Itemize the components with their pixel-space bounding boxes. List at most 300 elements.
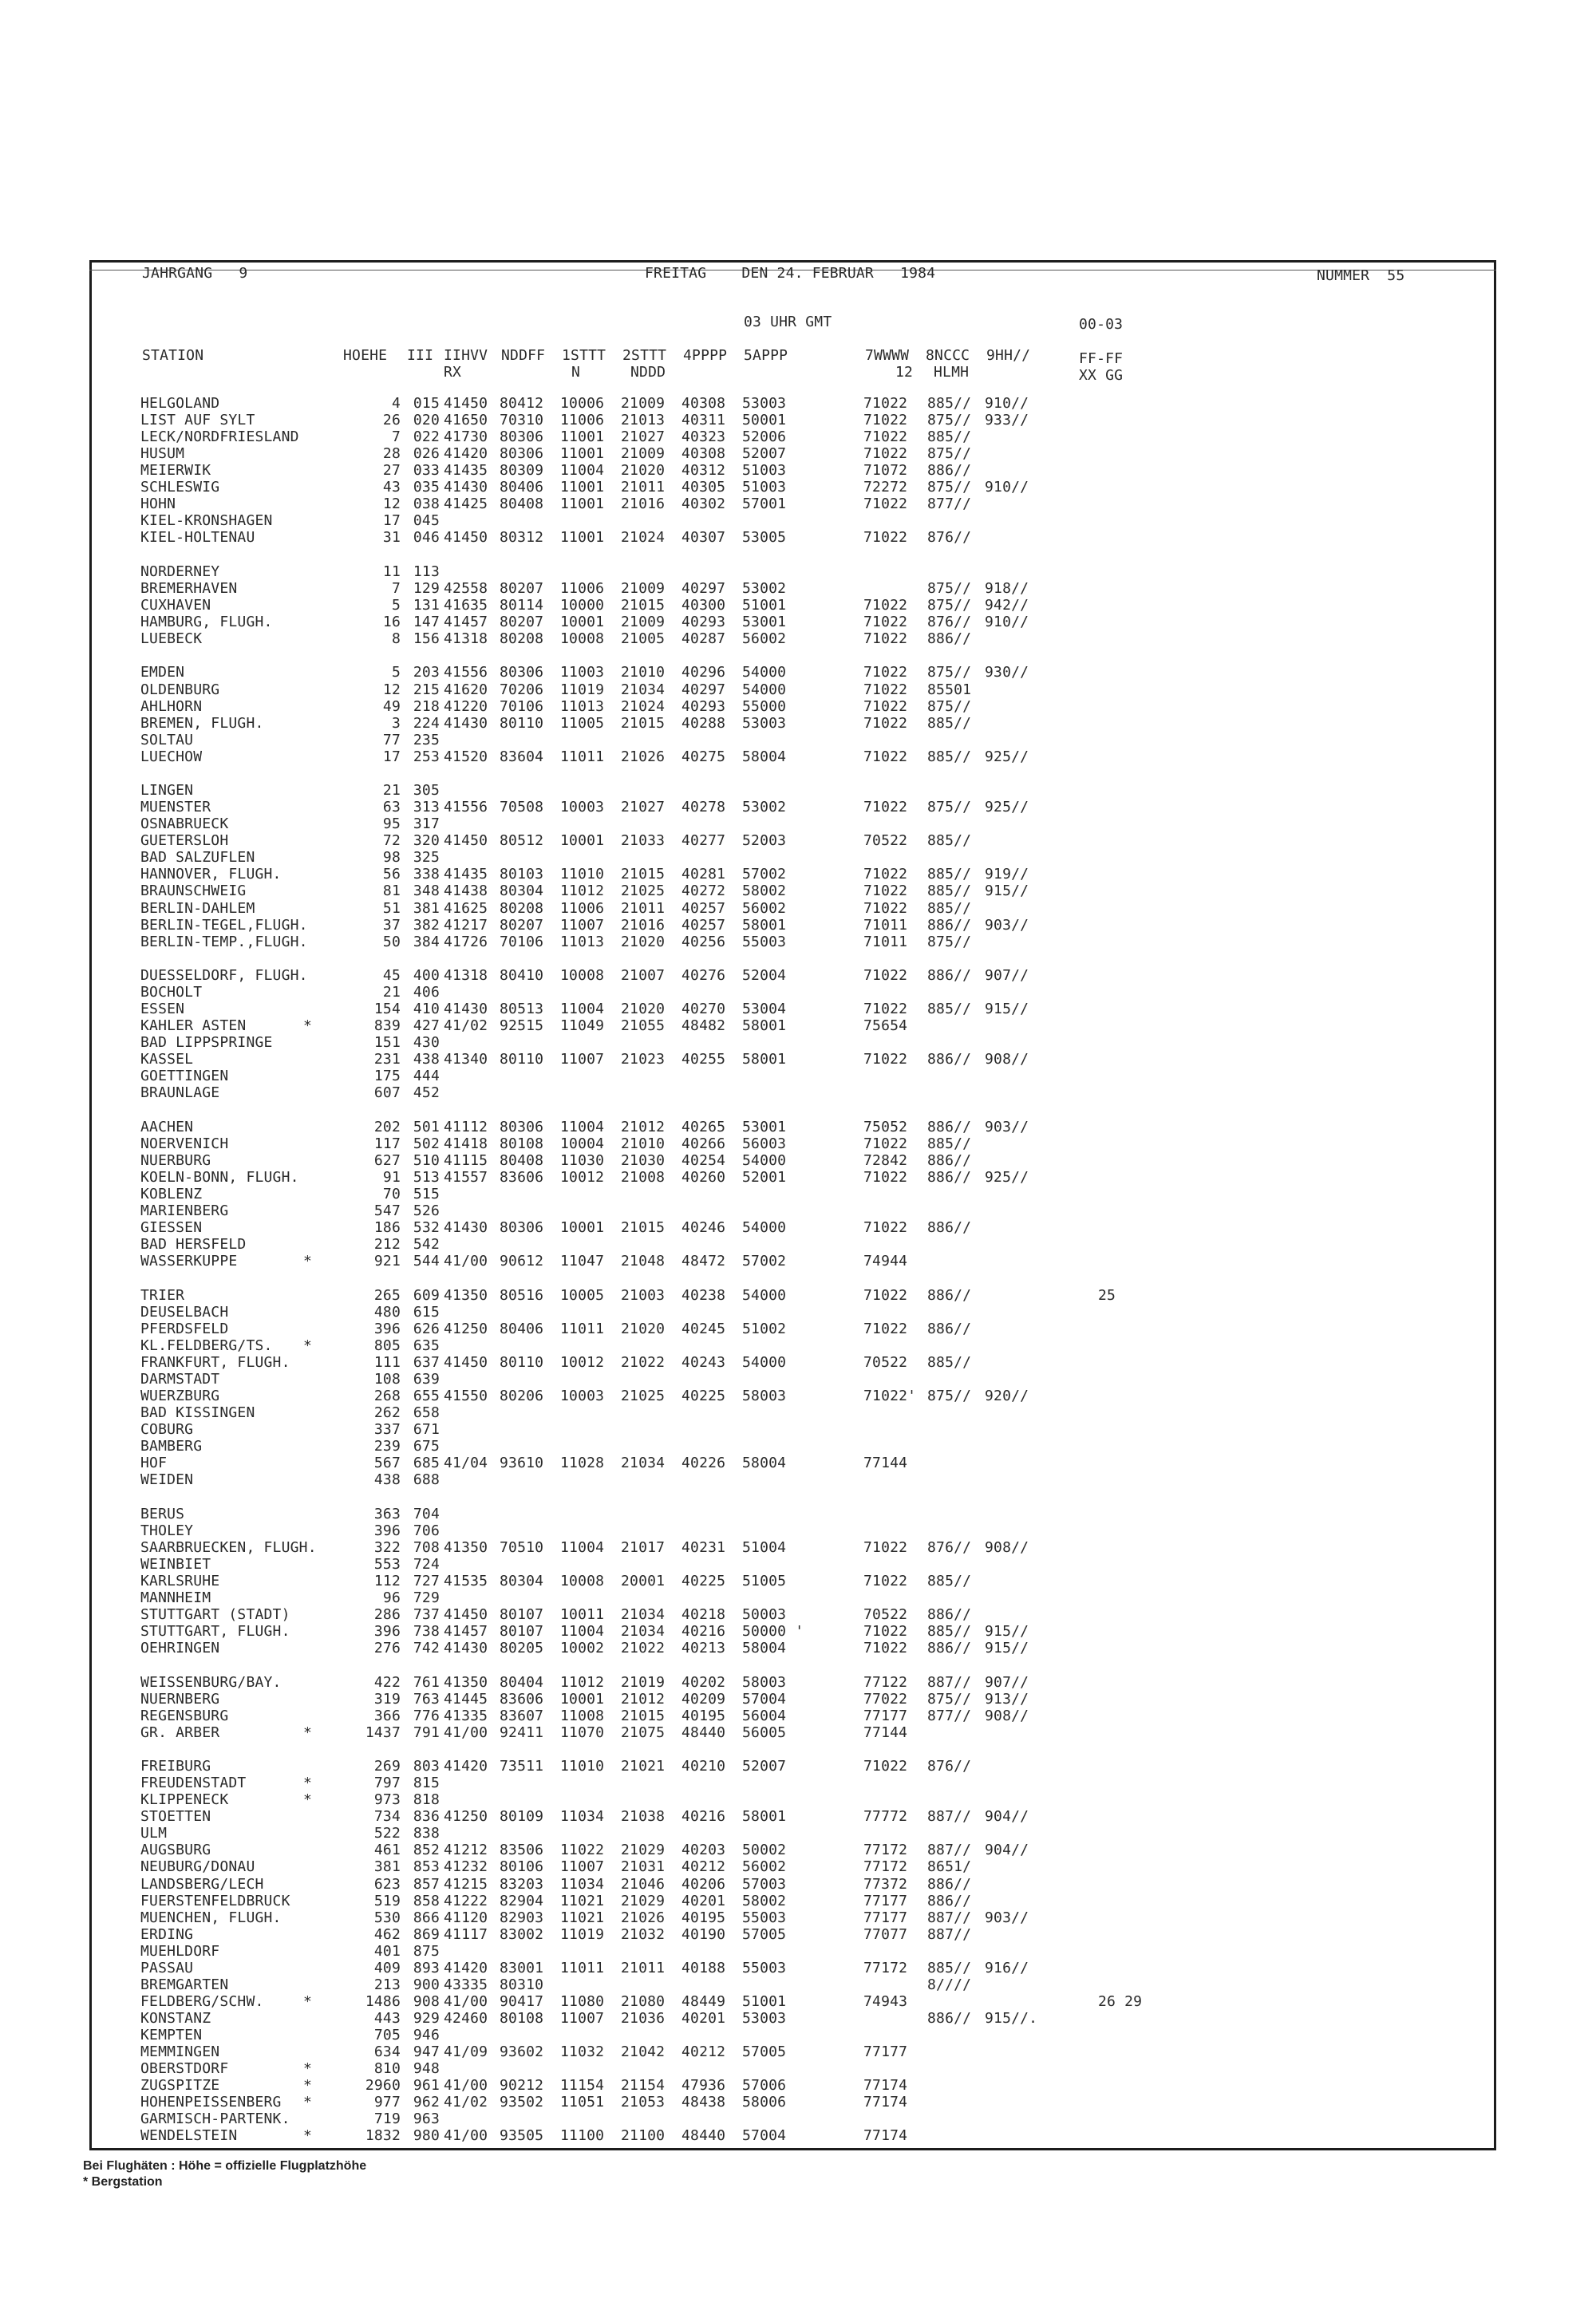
group-5appp: 53004 xyxy=(742,1001,787,1017)
group-nddff: 80110 xyxy=(500,1051,544,1068)
group-2sttt: 21080 xyxy=(621,1993,666,2010)
observation-time: 03 UHR GMT xyxy=(744,314,832,330)
group-1sttt: 11030 xyxy=(560,1152,605,1169)
group-9hh: 913// xyxy=(985,1691,1029,1708)
group-nddff: 73511 xyxy=(500,1758,544,1775)
station-name: BAD HERSFELD xyxy=(140,1236,247,1253)
group-nddff: 80406 xyxy=(500,479,544,496)
group-4pppp: 40210 xyxy=(681,1758,726,1775)
group-9hh: 915// xyxy=(985,1640,1029,1656)
group-nddff: 80107 xyxy=(500,1606,544,1623)
station-id: 704 xyxy=(413,1506,440,1522)
station-id: 729 xyxy=(413,1589,440,1606)
group-5appp: 50003 xyxy=(742,1606,787,1623)
group-2sttt: 21029 xyxy=(621,1842,666,1858)
station-height: 567 xyxy=(373,1455,401,1471)
group-nddff: 80110 xyxy=(500,1354,544,1371)
group-1sttt: 11013 xyxy=(560,698,605,715)
group-9hh: 915// xyxy=(985,1001,1029,1017)
group-1sttt: 11010 xyxy=(560,1758,605,1775)
group-iihvv: 41418 xyxy=(444,1135,488,1152)
group-4pppp: 40288 xyxy=(681,715,726,732)
group-2sttt: 21042 xyxy=(621,2043,666,2060)
group-2sttt: 21055 xyxy=(621,1017,666,1034)
group-2sttt: 21100 xyxy=(621,2127,666,2144)
group-iihvv: 41430 xyxy=(444,1001,488,1017)
group-2sttt: 21033 xyxy=(621,832,666,849)
station-height: 553 xyxy=(373,1556,401,1573)
group-9hh: 916// xyxy=(985,1960,1029,1976)
group-5appp: 57002 xyxy=(742,1253,787,1269)
station-id: 929 xyxy=(413,2010,440,2027)
station-name: BAMBERG xyxy=(140,1438,203,1455)
group-iihvv: 42558 xyxy=(444,580,488,597)
station-height: 112 xyxy=(373,1573,401,1589)
group-1sttt: 11001 xyxy=(560,496,605,512)
group-1sttt: 11004 xyxy=(560,1001,605,1017)
station-name: GOETTINGEN xyxy=(140,1068,229,1084)
group-5appp: 58002 xyxy=(742,883,787,899)
group-4pppp: 40265 xyxy=(681,1119,726,1135)
station-height: 37 xyxy=(382,917,401,934)
group-9hh: 910// xyxy=(985,614,1029,630)
station-id: 406 xyxy=(413,984,440,1001)
station-id: 946 xyxy=(413,2027,440,2043)
group-2sttt: 21030 xyxy=(621,1152,666,1169)
station-name: KL.FELDBERG/TS. xyxy=(140,1337,273,1354)
station-id: 452 xyxy=(413,1084,440,1101)
group-nddff: 83606 xyxy=(500,1169,544,1186)
group-iihvv: 41232 xyxy=(444,1858,488,1875)
station-id: 381 xyxy=(413,900,440,917)
group-5appp: 52007 xyxy=(742,1758,787,1775)
group-iihvv: 41450 xyxy=(444,529,488,546)
group-nddff: 70206 xyxy=(500,681,544,698)
group-2sttt: 21022 xyxy=(621,1354,666,1371)
group-2sttt: 21020 xyxy=(621,1001,666,1017)
station-height: 212 xyxy=(373,1236,401,1253)
station-id: 675 xyxy=(413,1438,440,1455)
group-7wwww: 71011 xyxy=(863,934,908,950)
group-nddff: 80108 xyxy=(500,1135,544,1152)
station-id: 857 xyxy=(413,1876,440,1893)
group-7wwww: 71022 xyxy=(863,445,908,462)
group-9hh: 915//. xyxy=(985,2010,1038,2027)
group-ffff: 26 29 xyxy=(1098,1993,1143,2010)
group-5appp: 53003 xyxy=(742,2010,787,2027)
station-name: OSNABRUECK xyxy=(140,815,229,832)
station-id: 348 xyxy=(413,883,440,899)
station-name: KEMPTEN xyxy=(140,2027,203,2043)
group-4pppp: 40256 xyxy=(681,934,726,950)
station-id: 803 xyxy=(413,1758,440,1775)
group-4pppp: 40277 xyxy=(681,832,726,849)
group-4pppp: 40293 xyxy=(681,614,726,630)
group-1sttt: 10002 xyxy=(560,1640,605,1656)
group-2sttt: 21031 xyxy=(621,1858,666,1875)
group-nddff: 70508 xyxy=(500,799,544,815)
station-height: 4 xyxy=(391,395,401,412)
group-1sttt: 10005 xyxy=(560,1287,605,1304)
station-height: 231 xyxy=(373,1051,401,1068)
station-id: 410 xyxy=(413,1001,440,1017)
station-name: FUERSTENFELDBRUCK xyxy=(140,1893,290,1909)
col-5appp: 5APPP xyxy=(744,347,788,364)
station-id: 515 xyxy=(413,1186,440,1202)
group-nddff: 80410 xyxy=(500,967,544,984)
group-4pppp: 40302 xyxy=(681,496,726,512)
group-5appp: 57006 xyxy=(742,2077,787,2094)
group-4pppp: 40293 xyxy=(681,698,726,715)
group-2sttt: 21015 xyxy=(621,597,666,614)
station-name: HAMBURG, FLUGH. xyxy=(140,614,273,630)
group-8nccc: 885// xyxy=(927,1960,972,1976)
group-iihvv: 41318 xyxy=(444,967,488,984)
station-height: 319 xyxy=(373,1691,401,1708)
group-1sttt: 11051 xyxy=(560,2094,605,2111)
group-nddff: 80208 xyxy=(500,630,544,647)
group-2sttt: 21034 xyxy=(621,1455,666,1471)
group-4pppp: 40281 xyxy=(681,866,726,883)
station-height: 396 xyxy=(373,1522,401,1539)
station-id: 815 xyxy=(413,1775,440,1791)
group-2sttt: 21154 xyxy=(621,2077,666,2094)
group-1sttt: 11004 xyxy=(560,462,605,479)
footnote-mountain-station: * Bergstation xyxy=(83,2175,163,2189)
group-2sttt: 21009 xyxy=(621,580,666,597)
group-2sttt: 21023 xyxy=(621,1051,666,1068)
station-height: 213 xyxy=(373,1976,401,1993)
group-1sttt: 11047 xyxy=(560,1253,605,1269)
group-7wwww: 71022 xyxy=(863,799,908,815)
group-7wwww: 71022 xyxy=(863,1135,908,1152)
group-8nccc: 875// xyxy=(927,698,972,715)
station-id: 947 xyxy=(413,2043,440,2060)
group-nddff: 92515 xyxy=(500,1017,544,1034)
col-9hh: 9HH// xyxy=(986,347,1031,364)
group-2sttt: 21013 xyxy=(621,412,666,428)
station-name: WUERZBURG xyxy=(140,1388,220,1404)
group-5appp: 54000 xyxy=(742,681,787,698)
group-4pppp: 40307 xyxy=(681,529,726,546)
group-1sttt: 10001 xyxy=(560,614,605,630)
station-id: 738 xyxy=(413,1623,440,1640)
group-4pppp: 40296 xyxy=(681,664,726,681)
station-id: 147 xyxy=(413,614,440,630)
station-name: FELDBERG/SCHW. xyxy=(140,1993,264,2010)
group-7wwww: 71022 xyxy=(863,1539,908,1556)
station-height: 175 xyxy=(373,1068,401,1084)
group-4pppp: 40278 xyxy=(681,799,726,815)
station-id: 501 xyxy=(413,1119,440,1135)
station-height: 337 xyxy=(373,1421,401,1438)
station-height: 262 xyxy=(373,1404,401,1421)
group-4pppp: 40201 xyxy=(681,1893,726,1909)
group-4pppp: 48482 xyxy=(681,1017,726,1034)
group-1sttt: 10012 xyxy=(560,1354,605,1371)
group-7wwww: 77144 xyxy=(863,1724,908,1741)
station-name: BAD KISSINGEN xyxy=(140,1404,255,1421)
group-5appp: 52004 xyxy=(742,967,787,984)
group-1sttt: 11001 xyxy=(560,428,605,445)
station-name: WASSERKUPPE xyxy=(140,1253,238,1269)
group-1sttt: 11034 xyxy=(560,1876,605,1893)
group-5appp: 58004 xyxy=(742,1455,787,1471)
group-9hh: 942// xyxy=(985,597,1029,614)
group-7wwww: 77022 xyxy=(863,1691,908,1708)
group-5appp: 58003 xyxy=(742,1388,787,1404)
group-9hh: 910// xyxy=(985,479,1029,496)
group-1sttt: 11011 xyxy=(560,1960,605,1976)
group-2sttt: 21010 xyxy=(621,664,666,681)
station-name: HOHN xyxy=(140,496,176,512)
group-iihvv: 41450 xyxy=(444,832,488,849)
station-height: 5 xyxy=(391,664,401,681)
group-8nccc: 875// xyxy=(927,597,972,614)
group-7wwww: 77172 xyxy=(863,1858,908,1875)
group-7wwww: 77174 xyxy=(863,2077,908,2094)
group-iihvv: 41120 xyxy=(444,1909,488,1926)
group-iihvv: 41557 xyxy=(444,1169,488,1186)
group-4pppp: 40195 xyxy=(681,1708,726,1724)
group-9hh: 907// xyxy=(985,967,1029,984)
group-4pppp: 40225 xyxy=(681,1573,726,1589)
group-9hh: 915// xyxy=(985,883,1029,899)
group-4pppp: 40287 xyxy=(681,630,726,647)
station-id: 313 xyxy=(413,799,440,815)
station-id: 963 xyxy=(413,2111,440,2127)
station-height: 1437 xyxy=(365,1724,401,1741)
group-nddff: 82903 xyxy=(500,1909,544,1926)
station-name: DARMSTADT xyxy=(140,1371,220,1388)
station-height: 81 xyxy=(382,883,401,899)
group-1sttt: 11012 xyxy=(560,1674,605,1691)
mountain-marker: * xyxy=(303,1337,313,1354)
station-height: 43 xyxy=(382,479,401,496)
group-2sttt: 21016 xyxy=(621,496,666,512)
group-iihvv: 41117 xyxy=(444,1926,488,1943)
station-name: PASSAU xyxy=(140,1960,194,1976)
station-id: 430 xyxy=(413,1034,440,1051)
group-1sttt: 10008 xyxy=(560,1573,605,1589)
col-ff: FF-FF xyxy=(1079,350,1124,367)
station-name: GUETERSLOH xyxy=(140,832,229,849)
group-nddff: 80306 xyxy=(500,1119,544,1135)
station-id: 317 xyxy=(413,815,440,832)
station-height: 151 xyxy=(373,1034,401,1051)
group-5appp: 50001 xyxy=(742,412,787,428)
group-2sttt: 21038 xyxy=(621,1808,666,1825)
group-2sttt: 21011 xyxy=(621,1960,666,1976)
group-1sttt: 10001 xyxy=(560,1219,605,1236)
group-1sttt: 10003 xyxy=(560,799,605,815)
group-nddff: 83203 xyxy=(500,1876,544,1893)
group-4pppp: 40312 xyxy=(681,462,726,479)
station-name: GR. ARBER xyxy=(140,1724,220,1741)
group-iihvv: 41420 xyxy=(444,1960,488,1976)
group-4pppp: 40206 xyxy=(681,1876,726,1893)
station-name: MUEHLDORF xyxy=(140,1943,220,1960)
group-1sttt: 10003 xyxy=(560,1388,605,1404)
group-5appp: 54000 xyxy=(742,1287,787,1304)
station-name: OEHRINGEN xyxy=(140,1640,220,1656)
station-id: 724 xyxy=(413,1556,440,1573)
station-name: BRAUNLAGE xyxy=(140,1084,220,1101)
station-name: ZUGSPITZE xyxy=(140,2077,220,2094)
station-name: SAARBRUECKEN, FLUGH. xyxy=(140,1539,317,1556)
station-height: 111 xyxy=(373,1354,401,1371)
station-id: 113 xyxy=(413,563,440,580)
station-name: AACHEN xyxy=(140,1119,194,1135)
station-name: KAHLER ASTEN xyxy=(140,1017,247,1034)
group-1sttt: 11001 xyxy=(560,479,605,496)
group-nddff: 80110 xyxy=(500,715,544,732)
station-height: 21 xyxy=(382,782,401,799)
group-7wwww: 77772 xyxy=(863,1808,908,1825)
group-nddff: 80310 xyxy=(500,1976,544,1993)
mountain-marker: * xyxy=(303,2077,313,2094)
station-name: NOERVENICH xyxy=(140,1135,229,1152)
group-5appp: 51001 xyxy=(742,1993,787,2010)
station-height: 276 xyxy=(373,1640,401,1656)
group-1sttt: 10011 xyxy=(560,1606,605,1623)
mountain-marker: * xyxy=(303,1775,313,1791)
station-height: 396 xyxy=(373,1623,401,1640)
group-4pppp: 40255 xyxy=(681,1051,726,1068)
station-height: 322 xyxy=(373,1539,401,1556)
group-2sttt: 21005 xyxy=(621,630,666,647)
col-8nccc: 8NCCC xyxy=(926,347,970,364)
group-iihvv: 41520 xyxy=(444,748,488,765)
group-2sttt: 21027 xyxy=(621,799,666,815)
group-7wwww: 71022 xyxy=(863,967,908,984)
group-5appp: 57004 xyxy=(742,1691,787,1708)
group-7wwww: 71022 xyxy=(863,900,908,917)
station-name: REGENSBURG xyxy=(140,1708,229,1724)
station-id: 615 xyxy=(413,1304,440,1321)
station-name: MUENSTER xyxy=(140,799,211,815)
station-height: 422 xyxy=(373,1674,401,1691)
group-5appp: 53002 xyxy=(742,580,787,597)
group-7wwww: 71022 xyxy=(863,664,908,681)
station-name: CUXHAVEN xyxy=(140,597,211,614)
group-iihvv: 41112 xyxy=(444,1119,488,1135)
group-5appp: 53001 xyxy=(742,1119,787,1135)
col-7wwww: 7WWWW xyxy=(865,347,910,364)
group-7wwww: 75052 xyxy=(863,1119,908,1135)
group-4pppp: 40257 xyxy=(681,917,726,934)
station-height: 202 xyxy=(373,1119,401,1135)
station-name: LUECHOW xyxy=(140,748,203,765)
group-nddff: 80304 xyxy=(500,1573,544,1589)
group-5appp: 54000 xyxy=(742,664,787,681)
mountain-marker: * xyxy=(303,1253,313,1269)
group-7wwww: 71022 xyxy=(863,1321,908,1337)
station-id: 253 xyxy=(413,748,440,765)
station-height: 268 xyxy=(373,1388,401,1404)
station-height: 1486 xyxy=(365,1993,401,2010)
station-id: 908 xyxy=(413,1993,440,2010)
group-8nccc: 877// xyxy=(927,1708,972,1724)
group-nddff: 80513 xyxy=(500,1001,544,1017)
group-8nccc: 875// xyxy=(927,445,972,462)
station-id: 763 xyxy=(413,1691,440,1708)
station-height: 381 xyxy=(373,1858,401,1875)
group-8nccc: 887// xyxy=(927,1909,972,1926)
group-1sttt: 10008 xyxy=(560,630,605,647)
group-7wwww: 71022 xyxy=(863,496,908,512)
group-iihvv: 41430 xyxy=(444,1640,488,1656)
group-nddff: 80103 xyxy=(500,866,544,883)
station-height: 7 xyxy=(391,580,401,597)
group-5appp: 56003 xyxy=(742,1135,787,1152)
mountain-marker: * xyxy=(303,2094,313,2111)
group-iihvv: 41/00 xyxy=(444,1253,488,1269)
group-7wwww: 71022 xyxy=(863,1758,908,1775)
group-7wwww: 71022' xyxy=(863,1388,917,1404)
group-7wwww: 71072 xyxy=(863,462,908,479)
group-nddff: 90212 xyxy=(500,2077,544,2094)
station-name: BREMEN, FLUGH. xyxy=(140,715,264,732)
group-5appp: 56002 xyxy=(742,900,787,917)
station-height: 12 xyxy=(382,681,401,698)
station-name: ULM xyxy=(140,1825,168,1842)
group-nddff: 90612 xyxy=(500,1253,544,1269)
group-iihvv: 41350 xyxy=(444,1674,488,1691)
station-id: 320 xyxy=(413,832,440,849)
station-height: 31 xyxy=(382,529,401,546)
station-height: 805 xyxy=(373,1337,401,1354)
group-nddff: 80205 xyxy=(500,1640,544,1656)
station-id: 382 xyxy=(413,917,440,934)
group-5appp: 55000 xyxy=(742,698,787,715)
station-name: BERLIN-TEMP.,FLUGH. xyxy=(140,934,308,950)
group-iihvv: 41350 xyxy=(444,1287,488,1304)
group-4pppp: 40212 xyxy=(681,1858,726,1875)
station-name: LUEBECK xyxy=(140,630,203,647)
station-height: 921 xyxy=(373,1253,401,1269)
station-height: 5 xyxy=(391,597,401,614)
group-7wwww: 77372 xyxy=(863,1876,908,1893)
group-8nccc: 886// xyxy=(927,1219,972,1236)
station-id: 444 xyxy=(413,1068,440,1084)
group-iihvv: 41556 xyxy=(444,664,488,681)
group-iihvv: 41420 xyxy=(444,445,488,462)
group-2sttt: 21034 xyxy=(621,681,666,698)
group-4pppp: 40209 xyxy=(681,1691,726,1708)
station-id: 858 xyxy=(413,1893,440,1909)
group-5appp: 58004 xyxy=(742,1640,787,1656)
station-name: DUESSELDORF, FLUGH. xyxy=(140,967,308,984)
station-id: 818 xyxy=(413,1791,440,1808)
group-2sttt: 21048 xyxy=(621,1253,666,1269)
group-5appp: 52003 xyxy=(742,832,787,849)
group-2sttt: 21046 xyxy=(621,1876,666,1893)
group-2sttt: 21025 xyxy=(621,1388,666,1404)
station-id: 131 xyxy=(413,597,440,614)
issue-number: NUMMER 55 xyxy=(1317,267,1405,284)
group-1sttt: 11006 xyxy=(560,412,605,428)
station-id: 305 xyxy=(413,782,440,799)
col-hoehe: HOEHE xyxy=(343,347,388,364)
group-iihvv: 41/00 xyxy=(444,1993,488,2010)
station-name: FREUDENSTADT xyxy=(140,1775,247,1791)
group-4pppp: 40276 xyxy=(681,967,726,984)
mountain-marker: * xyxy=(303,1724,313,1741)
group-2sttt: 21027 xyxy=(621,428,666,445)
group-4pppp: 40305 xyxy=(681,479,726,496)
group-8nccc: 886// xyxy=(927,1152,972,1169)
